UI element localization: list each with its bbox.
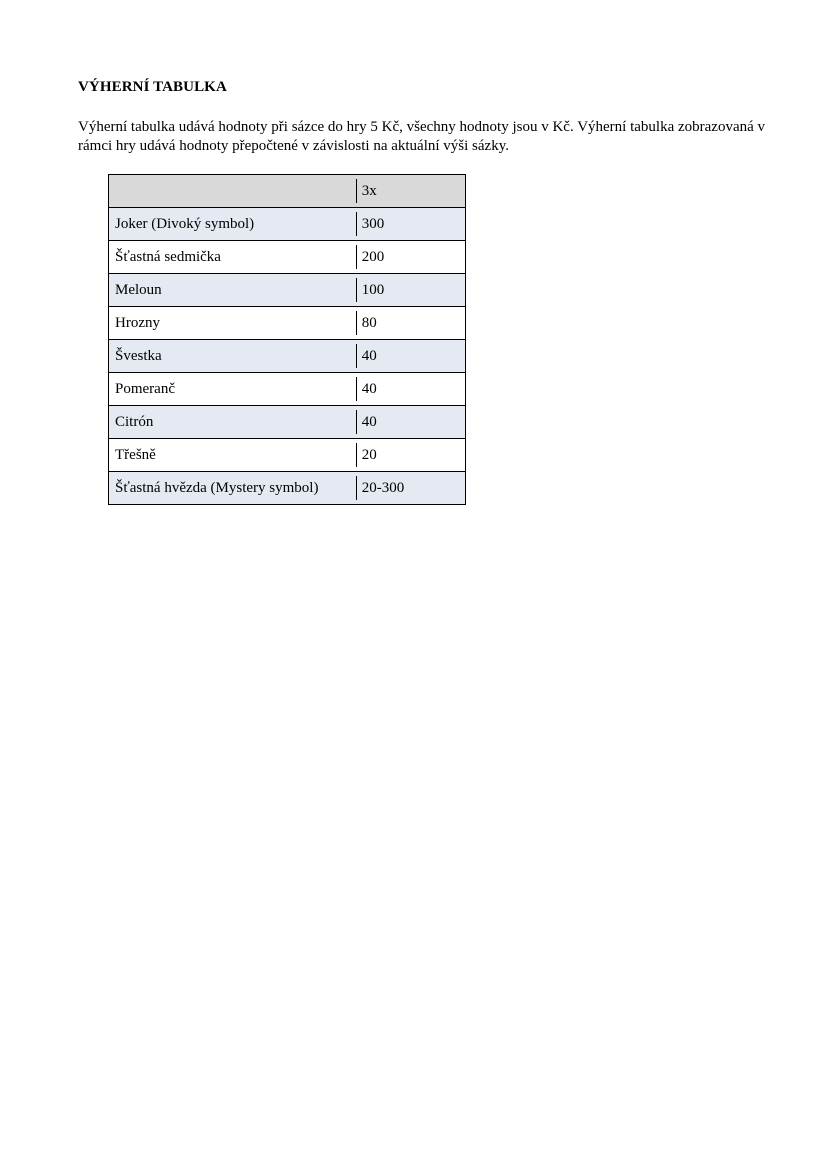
- header-symbol-cell: [109, 175, 356, 208]
- table-row: [109, 439, 466, 472]
- table-row: [109, 241, 466, 274]
- value-cell: 20-300: [356, 472, 466, 505]
- table-row: [109, 406, 466, 439]
- value-cell: 200: [356, 241, 466, 274]
- table-row: [109, 373, 466, 406]
- symbol-cell: Švestka: [109, 340, 356, 373]
- page-title: VÝHERNÍ TABULKA: [78, 79, 227, 95]
- value-cell: 300: [356, 208, 466, 241]
- table-row: [109, 307, 466, 340]
- paytable: [108, 174, 466, 505]
- symbol-cell: Šťastná hvězda (Mystery symbol): [109, 472, 356, 505]
- symbol-cell: Citrón: [109, 406, 356, 439]
- symbol-cell: Meloun: [109, 274, 356, 307]
- table-row: [109, 472, 466, 505]
- header-multiplier-cell: 3x: [356, 175, 466, 208]
- value-cell: 40: [356, 373, 466, 406]
- intro-paragraph: Výherní tabulka udává hodnoty při sázce do hry 5 Kč, všechny hodnoty jsou v Kč. Výherní tabulka zobrazovaná v rámci hry udává hodnoty přepočtené v závislosti na aktuální výši sázky.: [78, 119, 766, 154]
- table-row: [109, 274, 466, 307]
- symbol-cell: Joker (Divoký symbol): [109, 208, 356, 241]
- table-row: [109, 340, 466, 373]
- symbol-cell: Hrozny: [109, 307, 356, 340]
- symbol-cell: Pomeranč: [109, 373, 356, 406]
- value-cell: 20: [356, 439, 466, 472]
- value-cell: 40: [356, 340, 466, 373]
- value-cell: 80: [356, 307, 466, 340]
- paytable-header-row: [109, 175, 466, 208]
- value-cell: 40: [356, 406, 466, 439]
- symbol-cell: Šťastná sedmička: [109, 241, 356, 274]
- value-cell: 100: [356, 274, 466, 307]
- table-row: [109, 208, 466, 241]
- symbol-cell: Třešně: [109, 439, 356, 472]
